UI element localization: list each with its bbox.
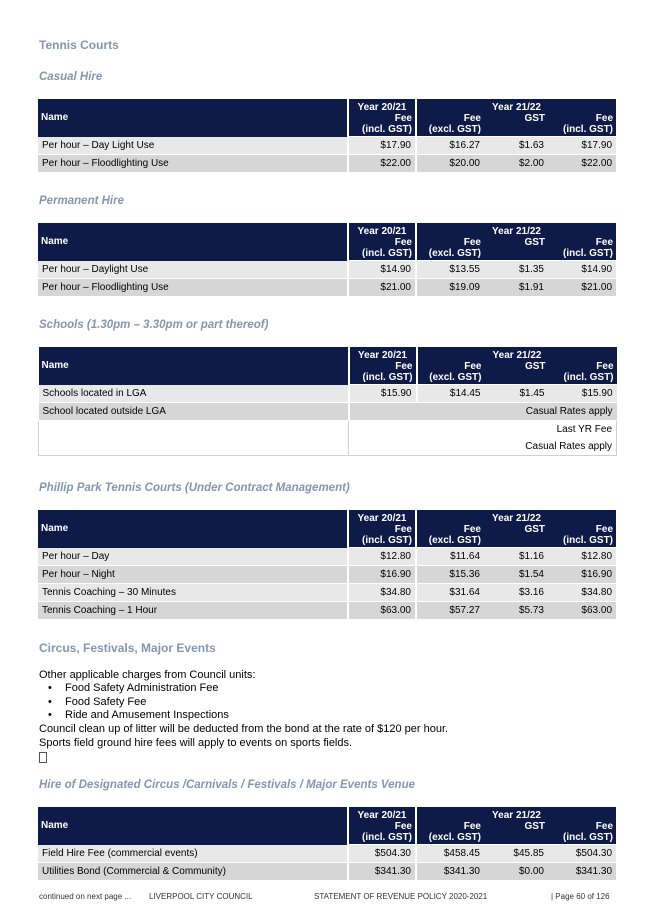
col-header-year-2021: Year 20/21: [348, 99, 416, 113]
row-prev-fee: $63.00: [348, 602, 416, 620]
row-fee-excl: $14.45: [417, 385, 485, 403]
table-row: [38, 863, 616, 881]
list-item: • Food Safety Administration Fee: [48, 682, 219, 694]
row-prev-fee: $14.90: [348, 261, 416, 279]
venue-table: [38, 807, 616, 881]
permanent-hire-table: [38, 223, 616, 297]
row-fee-incl: $17.90: [548, 137, 616, 155]
footer-continued: continued on next page ...: [39, 892, 132, 901]
row-fee-excl: $458.45: [416, 845, 484, 863]
row-gst: $1.63: [484, 137, 548, 155]
section-title-phillip-park: Phillip Park Tennis Courts (Under Contract Management): [39, 482, 350, 494]
row-name: Schools located in LGA: [39, 385, 349, 403]
row-fee-incl: $16.90: [548, 566, 616, 584]
col-header-fee-incl-prev: Fee (incl. GST): [349, 361, 417, 385]
row-prev-fee: $504.30: [348, 845, 416, 863]
row-gst: $3.16: [484, 584, 548, 602]
col-header-year-2122: Year 21/22: [416, 510, 616, 524]
row-prev-fee: $22.00: [348, 155, 416, 173]
table-row: [39, 403, 617, 421]
col-header-fee-excl: Fee (excl. GST): [416, 113, 484, 137]
row-gst: $1.54: [484, 566, 548, 584]
row-name: Per hour – Day: [38, 548, 348, 566]
col-header-fee-incl-prev: Fee (incl. GST): [348, 113, 416, 137]
circus-litter-line: Council clean up of litter will be deducted from the bond at the rate of $120 per hour.: [39, 723, 449, 735]
row-name: Per hour – Floodlighting Use: [38, 155, 348, 173]
col-header-name: Name: [38, 99, 348, 137]
row-fee-excl: $16.27: [416, 137, 484, 155]
col-header-gst: GST: [484, 821, 548, 845]
phillip-park-table: [38, 510, 616, 620]
col-header-name: Name: [38, 807, 348, 845]
row-fee-incl: $21.00: [548, 279, 616, 297]
col-header-year-2122: Year 21/22: [416, 99, 616, 113]
col-header-gst: GST: [484, 524, 548, 548]
row-prev-fee: $34.80: [348, 584, 416, 602]
row-fee-excl: $13.55: [416, 261, 484, 279]
row-fee-incl: $63.00: [548, 602, 616, 620]
footer-page-number: | Page 60 of 126: [551, 892, 610, 901]
table-row: [38, 566, 616, 584]
col-header-year-2122: Year 21/22: [416, 807, 616, 821]
row-gst: $1.45: [485, 385, 549, 403]
section-title-casual-hire: Casual Hire: [39, 71, 103, 83]
row-casual-rates-apply: Casual Rates apply: [349, 403, 617, 421]
row-fee-excl: $15.36: [416, 566, 484, 584]
col-header-gst: GST: [484, 237, 548, 261]
row-name: Utilities Bond (Commercial & Community): [38, 863, 348, 881]
col-header-name: Name: [38, 510, 348, 548]
row-note: Last YR Fee Casual Rates apply: [349, 421, 617, 456]
col-header-fee-excl: Fee (excl. GST): [416, 524, 484, 548]
row-gst: $45.85: [484, 845, 548, 863]
row-fee-excl: $57.27: [416, 602, 484, 620]
col-header-fee-incl: Fee (incl. GST): [548, 524, 616, 548]
row-prev-fee: $341.30: [348, 863, 416, 881]
table-row: [38, 261, 616, 279]
col-header-fee-incl-prev: Fee (incl. GST): [348, 524, 416, 548]
row-name: Tennis Coaching – 30 Minutes: [38, 584, 348, 602]
row-fee-excl: $19.09: [416, 279, 484, 297]
row-prev-fee: $21.00: [348, 279, 416, 297]
list-item: • Ride and Amusement Inspections: [48, 709, 229, 722]
col-header-fee-incl-prev: Fee (incl. GST): [348, 821, 416, 845]
table-row: [38, 584, 616, 602]
row-fee-incl: $341.30: [548, 863, 616, 881]
row-fee-incl: $22.00: [548, 155, 616, 173]
section-title-permanent-hire: Permanent Hire: [39, 195, 125, 207]
row-prev-fee: $16.90: [348, 566, 416, 584]
col-header-year-2021: Year 20/21: [348, 807, 416, 821]
table-row: [38, 548, 616, 566]
table-row: [38, 137, 616, 155]
row-fee-incl: $34.80: [548, 584, 616, 602]
col-header-fee-incl: Fee (incl. GST): [548, 113, 616, 137]
row-name: Per hour – Night: [38, 566, 348, 584]
col-header-year-2021: Year 20/21: [348, 510, 416, 524]
footer-document-title: STATEMENT OF REVENUE POLICY 2020-2021: [314, 892, 488, 901]
col-header-gst: GST: [484, 113, 548, 137]
col-header-fee-excl: Fee (excl. GST): [416, 821, 484, 845]
col-header-fee-incl: Fee (incl. GST): [548, 237, 616, 261]
col-header-fee-incl-prev: Fee (incl. GST): [348, 237, 416, 261]
circus-bullet-list: [48, 682, 229, 723]
col-header-year-2021: Year 20/21: [348, 223, 416, 237]
row-gst: $1.35: [484, 261, 548, 279]
row-fee-excl: $341.30: [416, 863, 484, 881]
col-header-fee-incl: Fee (incl. GST): [549, 361, 617, 385]
col-header-year-2122: Year 21/22: [417, 347, 617, 361]
section-title-tennis-courts: Tennis Courts: [39, 38, 119, 52]
table-row: [39, 385, 617, 403]
col-header-name: Name: [39, 347, 349, 385]
list-item: • Food Safety Fee: [48, 695, 147, 708]
row-fee-excl: $31.64: [416, 584, 484, 602]
section-title-venue: Hire of Designated Circus /Carnivals / Festivals / Major Events Venue: [39, 779, 416, 791]
col-header-gst: GST: [485, 361, 549, 385]
row-name: School located outside LGA: [39, 403, 349, 421]
row-gst: $1.91: [484, 279, 548, 297]
row-fee-incl: $12.80: [548, 548, 616, 566]
row-fee-excl: $20.00: [416, 155, 484, 173]
row-name: Tennis Coaching – 1 Hour: [38, 602, 348, 620]
row-name: Per hour – Day Light Use: [38, 137, 348, 155]
row-gst: $1.16: [484, 548, 548, 566]
row-gst: $5.73: [484, 602, 548, 620]
col-header-year-2021: Year 20/21: [349, 347, 417, 361]
section-title-schools: Schools (1.30pm – 3.30pm or part thereof): [39, 319, 269, 331]
circus-sports-line: Sports field ground hire fees will apply to events on sports fields.: [39, 737, 353, 749]
row-name: Per hour – Floodlighting Use: [38, 279, 348, 297]
footer-council-name: LIVERPOOL CITY COUNCIL: [149, 892, 253, 901]
table-row: [38, 279, 616, 297]
row-fee-excl: $11.64: [416, 548, 484, 566]
schools-table: [38, 347, 617, 456]
col-header-year-2122: Year 21/22: [416, 223, 616, 237]
row-fee-incl: $15.90: [549, 385, 617, 403]
row-name: Field Hire Fee (commercial events): [38, 845, 348, 863]
col-header-fee-incl: Fee (incl. GST): [548, 821, 616, 845]
row-prev-fee: $17.90: [348, 137, 416, 155]
circus-intro: Other applicable charges from Council units:: [39, 669, 256, 681]
row-name: Per hour – Daylight Use: [38, 261, 348, 279]
placeholder-glyph-icon: [39, 752, 47, 763]
section-title-circus: Circus, Festivals, Major Events: [39, 641, 216, 655]
row-fee-incl: $14.90: [548, 261, 616, 279]
table-row: [38, 155, 616, 173]
col-header-name: Name: [38, 223, 348, 261]
table-row: [38, 602, 616, 620]
row-prev-fee: $15.90: [349, 385, 417, 403]
table-note-row: [39, 421, 617, 456]
col-header-fee-excl: Fee (excl. GST): [416, 237, 484, 261]
casual-hire-table: [38, 99, 616, 173]
table-row: [38, 845, 616, 863]
col-header-fee-excl: Fee (excl. GST): [417, 361, 485, 385]
row-fee-incl: $504.30: [548, 845, 616, 863]
row-gst: $0.00: [484, 863, 548, 881]
row-gst: $2.00: [484, 155, 548, 173]
row-prev-fee: $12.80: [348, 548, 416, 566]
